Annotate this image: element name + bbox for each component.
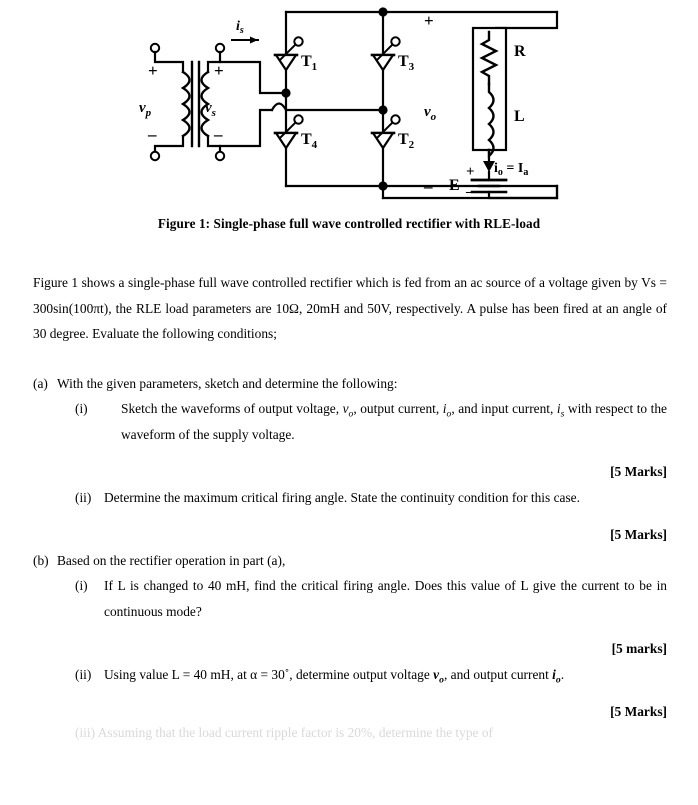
label-T3: $T_3$ <box>398 53 415 73</box>
secondary-top-lead <box>220 62 286 93</box>
thyristor-T4 <box>275 115 303 148</box>
a-i-frag2: , output current, <box>353 401 443 416</box>
b-ii-var-vo <box>433 666 444 686</box>
T1-gate-terminal <box>294 37 302 45</box>
label-T2: $T_2$ <box>398 131 415 151</box>
question-a-ii-text: Determine the maximum critical firing angle. State the continuity condition for this case. <box>104 489 580 505</box>
question-b-ii-text <box>104 662 667 688</box>
question-b-i-marker: (i) <box>75 578 88 593</box>
question-b-ii <box>0 662 698 688</box>
b-ii-frag3: . <box>560 666 565 682</box>
label-vp: $v_p$ <box>139 100 152 119</box>
polarity-plus-primary: + <box>148 61 158 80</box>
question-a-i <box>0 396 698 447</box>
b-ii-var1-sub: o <box>439 674 444 686</box>
polarity-minus-primary: – <box>148 125 157 144</box>
question-a-marker: (a) <box>33 375 48 391</box>
b-ii-frag2: , and output current <box>443 666 553 682</box>
label-vo: $v_o$ <box>424 104 437 123</box>
primary-winding <box>183 72 190 136</box>
T3-triangle <box>373 55 393 70</box>
is-arrow-head <box>250 37 258 44</box>
node-dot-top <box>378 7 387 16</box>
polarity-minus-battery: – <box>466 184 474 200</box>
question-b-iii-text: Assuming that the load current ripple factor is 20%, determine the type of <box>97 724 493 740</box>
b-ii-frag1: Using value L = 40 mH, at α = 30˚, determine output voltage <box>104 666 434 682</box>
wire-hop <box>272 104 286 111</box>
a-i-frag1: Sketch the waveforms of output voltage, <box>121 401 343 416</box>
b-ii-var2: i <box>552 666 556 682</box>
polarity-plus-secondary: + <box>214 61 224 80</box>
marks-b-ii: [5 Marks] <box>610 704 667 719</box>
circuit-diagram-svg <box>0 0 698 205</box>
a-i-frag3: , and input current, <box>451 401 557 416</box>
question-a-i-marker: (i) <box>75 401 88 416</box>
primary-bottom-terminal <box>151 152 159 160</box>
thyristor-T3 <box>372 37 400 70</box>
T4-triangle <box>276 133 296 148</box>
document-body <box>0 270 698 740</box>
figure-caption: Figure 1: Single-phase full wave controlled rectifier with RLE-load <box>157 216 541 231</box>
question-a-i-text <box>121 396 667 447</box>
question-a <box>0 371 698 397</box>
a-i-var2: i <box>442 401 447 416</box>
label-E: E <box>449 177 460 194</box>
thyristor-T1 <box>275 37 303 70</box>
a-i-var3: i <box>556 401 561 416</box>
a-i-frag4: with respect to the waveform of the supply voltage. <box>121 401 667 442</box>
marks-b-i: [5 marks] <box>611 641 667 656</box>
secondary-bottom-lead <box>220 110 272 146</box>
question-b-iii-marker: (iii) <box>75 724 96 740</box>
a-i-var1: v <box>342 401 349 416</box>
label-R: R <box>514 43 526 60</box>
polarity-minus-output: – <box>424 177 433 196</box>
b-ii-var-io <box>552 666 561 686</box>
T2-triangle <box>373 133 393 148</box>
T2-gate-terminal <box>391 115 399 123</box>
circuit-figure <box>0 0 698 205</box>
label-vs: $v_s$ <box>205 100 216 119</box>
a-i-var3-sub: s <box>560 408 565 420</box>
question-b-marker: (b) <box>33 552 49 568</box>
label-io-eq-Ia: $i_o = I_a$ <box>494 161 529 178</box>
question-b-iii-cutoff <box>0 725 698 740</box>
b-ii-var2-sub: o <box>555 674 561 686</box>
label-T1: $T_1$ <box>301 53 318 73</box>
T3-gate-terminal <box>391 37 399 45</box>
T1-triangle <box>276 55 296 70</box>
polarity-plus-battery: + <box>466 164 475 180</box>
polarity-plus-output: + <box>424 11 434 30</box>
question-b-i <box>0 573 698 624</box>
node-dot-mid <box>378 105 387 114</box>
marks-a-ii: [5 Marks] <box>610 527 667 542</box>
intro-paragraph: Figure 1 shows a single-phase full wave controlled rectifier which is fed from an ac source of a voltage given by Vs = 300sin(100πt), the RLE load parameters are 10Ω, 20mH and 50V, respectively. A pulse has been fired at an angle of 30 degree. Evaluate the following conditions; <box>33 275 667 341</box>
question-b <box>0 548 698 574</box>
thyristor-T2 <box>372 115 400 148</box>
a-i-var-vo <box>342 401 354 420</box>
a-i-var2-sub: o <box>446 408 452 420</box>
question-a-ii-marker: (ii) <box>75 489 92 505</box>
T4-gate-terminal <box>294 115 302 123</box>
label-T4: $T_4$ <box>301 131 318 151</box>
question-a-ii <box>0 485 698 511</box>
question-b-ii-marker: (ii) <box>75 666 92 682</box>
secondary-bottom-terminal <box>216 152 224 160</box>
marks-a-i: [5 Marks] <box>610 464 667 479</box>
load-top-lead <box>496 12 557 28</box>
polarity-minus-secondary: – <box>214 125 223 144</box>
label-is: $i_s$ <box>236 19 244 36</box>
question-b-i-text: If L is changed to 40 mH, find the critical firing angle. Does this value of L give the current to be in continuous mode? <box>104 578 667 619</box>
node-dot-left <box>281 88 290 97</box>
b-ii-var1: v <box>433 666 440 682</box>
question-a-stem: With the given parameters, sketch and determine the following: <box>57 375 398 391</box>
label-L: L <box>514 108 525 125</box>
a-i-var1-sub: o <box>348 408 354 420</box>
question-b-stem: Based on the rectifier operation in part (a), <box>57 552 286 568</box>
